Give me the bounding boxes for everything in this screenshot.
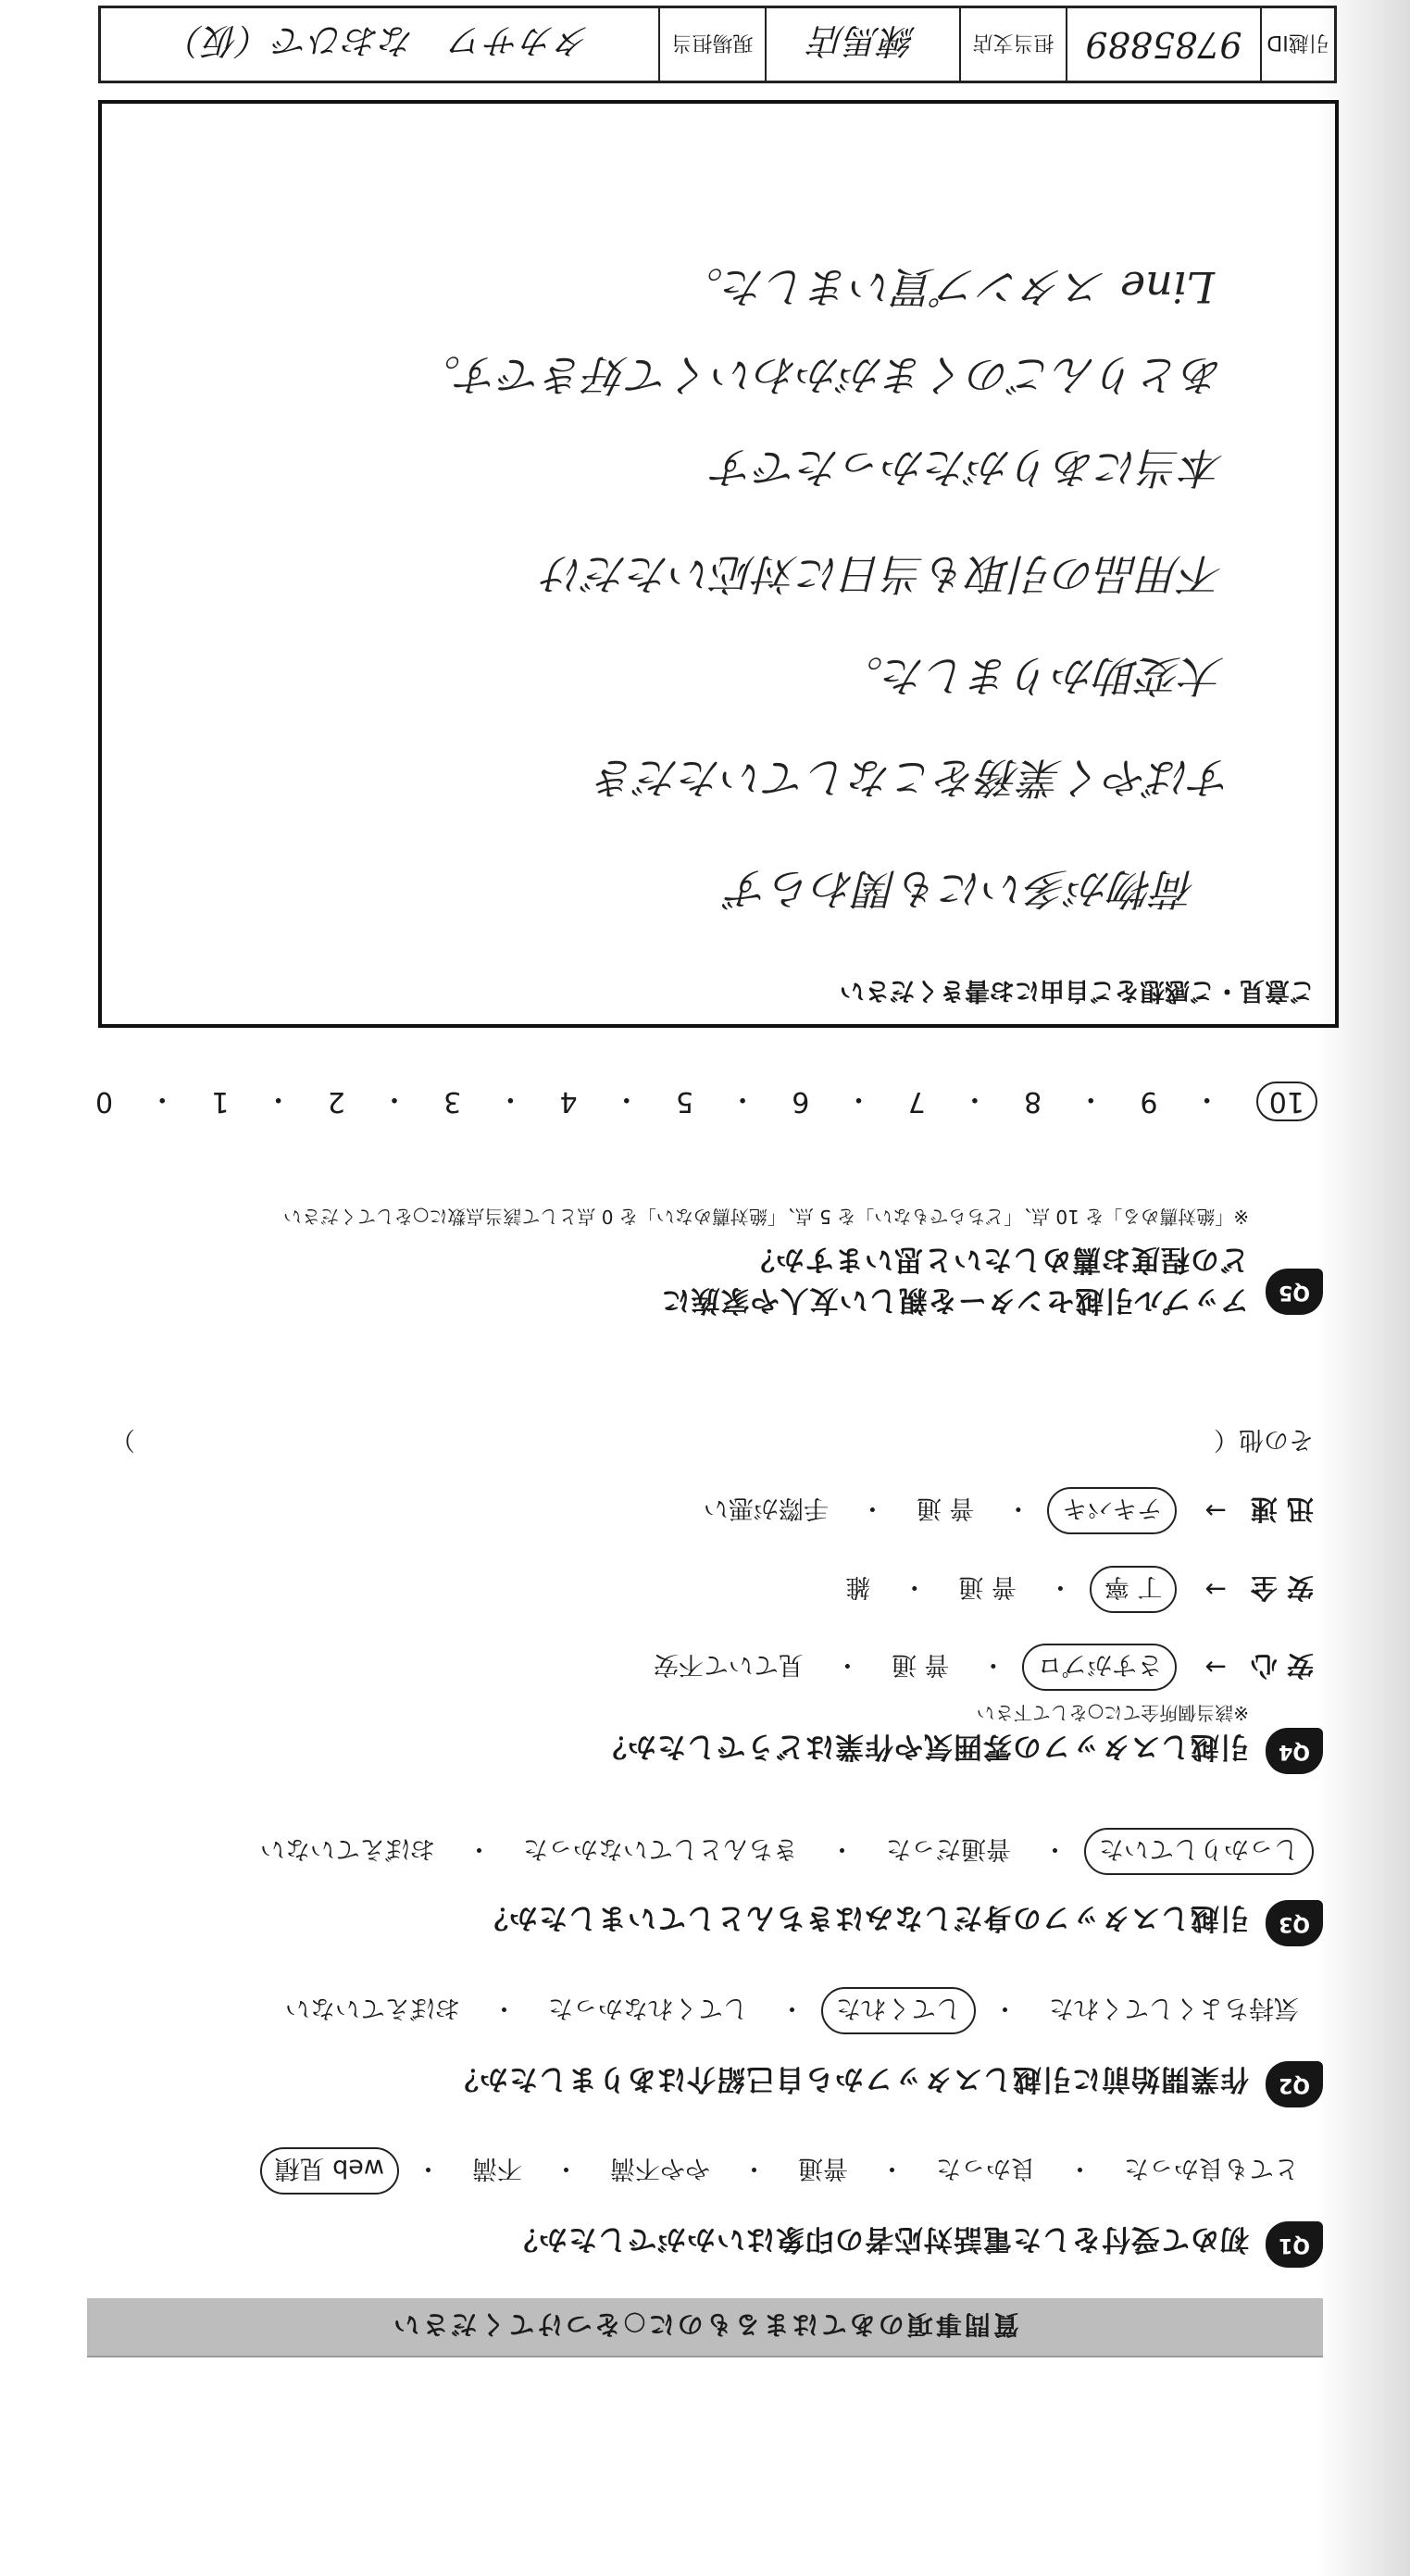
q4-category: 迅 速 [1250,1494,1314,1525]
q4-option-pro[interactable]: さすがプロ [1022,1644,1177,1691]
arrow-right-icon: → [1204,1652,1227,1682]
q4-category: 安 全 [1250,1572,1314,1604]
arrow-right-icon: → [1204,1495,1227,1526]
q5-question-line2: どの程度お薦めしたいと思いますか？ [745,1243,1249,1276]
rating-option-1[interactable]: 1 [211,1085,230,1119]
q1-options: とても良かった ・ 良かった ・ 普通 ・ やや不満 ・ 不満 ・ web 見積 [260,2147,1314,2195]
q1-option-normal[interactable]: 普通 [798,2154,848,2182]
instructions-text: 質問事項のあてはまるものに○をつけてください [391,2309,1019,2340]
comment-box[interactable] [98,100,1339,1028]
branch-value: 練馬店 [765,8,959,81]
q4-row-speed: 迅 速 → テキパキ ・ 普 通 ・ 手際が悪い [689,1487,1314,1534]
q3-badge: Q3 [1266,1900,1323,1946]
rating-option-4[interactable]: 4 [559,1085,578,1119]
q4-other-close: ） [110,1425,135,1454]
q1-option-good[interactable]: 良かった [936,2154,1036,2182]
comment-title: ご意見・ご感想をご自由にお書きください [840,976,1315,1005]
q4-option-rough[interactable]: 雑 [845,1572,871,1601]
rating-option-5[interactable]: 5 [675,1085,694,1119]
comment-line: すばやく業務をこなしていただき [594,753,1233,803]
q1-badge: Q1 [1266,2221,1323,2268]
instructions-band [87,2298,1323,2357]
comment-line: Line スタンプ買いました。 [680,262,1215,312]
q4-row-reassurance: 安 心 → さすがプロ ・ 普 通 ・ 見ていて不安 [639,1644,1314,1691]
rating-option-0[interactable]: 0 [95,1085,114,1119]
comment-line: あとりんごのくまがかわいくて好きです。 [418,350,1224,400]
q2-options: 気持ちよくしてくれた ・ してくれた ・ してくれなかった ・ おぼえていない [270,1987,1314,2034]
q3-option-neat[interactable]: しっかりしていた [1084,1828,1314,1875]
q4-option-normal[interactable]: 普 通 [916,1494,975,1522]
comment-line: 大変助かりました。 [841,651,1224,701]
q2-question: 作業開始前に引越しスタッフから自己紹介はありましたか？ [449,2062,1249,2095]
q4-option-uneasy[interactable]: 見ていて不安 [653,1650,804,1679]
rating-option-3[interactable]: 3 [443,1085,462,1119]
rating-option-7[interactable]: 7 [907,1085,926,1119]
q4-row-safety: 安 全 → 丁 寧 ・ 普 通 ・ 雑 [830,1566,1314,1613]
q2-option-did[interactable]: してくれた [821,1987,976,2034]
q2-option-very-kindly[interactable]: 気持ちよくしてくれた [1049,1994,1299,2022]
site-leader-label: 現場担当 [658,8,765,81]
q3-option-dont-remember[interactable]: おぼえていない [260,1834,435,1863]
q4-note: ※該当個所全てに○をして下さい [976,1702,1249,1724]
q3-options: しっかりしていた ・ 普通だった ・ きちんとしていなかった ・ おぼえていない [245,1828,1314,1875]
q3-option-ordinary[interactable]: 普通だった [886,1834,1011,1863]
rating-option-9[interactable]: 9 [1140,1085,1158,1119]
q1-option-web-estimate[interactable]: web 見積 [260,2147,399,2195]
q1-option-dissatisfied[interactable]: 不満 [472,2154,522,2182]
q4-badge: Q4 [1266,1728,1323,1774]
move-id-value: 9785889 [1066,8,1260,81]
q5-badge: Q5 [1266,1269,1323,1315]
q2-badge: Q2 [1266,2061,1323,2107]
q4-other-label: その他（ [1214,1425,1314,1454]
q4-category: 安 心 [1250,1650,1314,1682]
q5-rating-scale: 10 ・ 9 ・ 8 ・ 7 ・ 6 ・ 5 ・ 4 ・ 3 ・ 2 ・ 1 ・ 0 [95,1082,1317,1122]
q4-option-clumsy[interactable]: 手際が悪い [703,1494,829,1522]
q4-option-normal[interactable]: 普 通 [958,1572,1017,1601]
q5-question-line1: アップル引越センターを親しい友人や家族に [660,1283,1249,1317]
branch-label: 担当支店 [959,8,1066,81]
comment-line: 荷物が多いにも関わらず [728,864,1196,914]
comment-line: 本当にありがたかったです [713,443,1224,493]
q4-question: 引越しスタッフの雰囲気や作業はどうでしたか？ [597,1730,1249,1763]
q4-option-careful[interactable]: 丁 寧 [1090,1566,1178,1613]
q4-other-row [110,1424,1314,1460]
q2-option-did-not[interactable]: してくれなかった [548,1994,748,2022]
q4-option-brisk[interactable]: テキパキ [1047,1487,1177,1534]
q5-note: ※「絶対薦める」を 10 点、「どちらでもない」を 5 点、「絶対薦めない」を 0 点として該当点数に○をしてください [282,1206,1249,1228]
q1-option-very-good[interactable]: とても良かった [1124,2154,1299,2182]
q4-option-normal[interactable]: 普 通 [891,1650,950,1679]
q3-option-not-neat[interactable]: きちんとしていなかった [523,1834,798,1863]
staff-info-table [98,6,1337,83]
arrow-right-icon: → [1204,1574,1227,1605]
rating-option-8[interactable]: 8 [1024,1085,1042,1119]
site-leader-value: タカサワ なおひで（仮） [168,20,592,62]
move-id-label: 引越ID [1260,8,1334,81]
q3-question: 引越しスタッフの身だしなみはきちんとしていましたか？ [479,1901,1249,1934]
rating-option-6[interactable]: 6 [792,1085,810,1119]
q1-question: 初めて受付をした電話対応者の印象はいかがでしたか？ [508,2222,1249,2256]
q2-option-dont-remember[interactable]: おぼえていない [285,1994,460,2022]
comment-line: 不用品の引取も当日に対応いただけ [543,549,1224,599]
rating-option-10[interactable]: 10 [1256,1082,1317,1122]
rating-option-2[interactable]: 2 [327,1085,345,1119]
q1-option-somewhat-dissatisfied[interactable]: やや不満 [610,2154,710,2182]
